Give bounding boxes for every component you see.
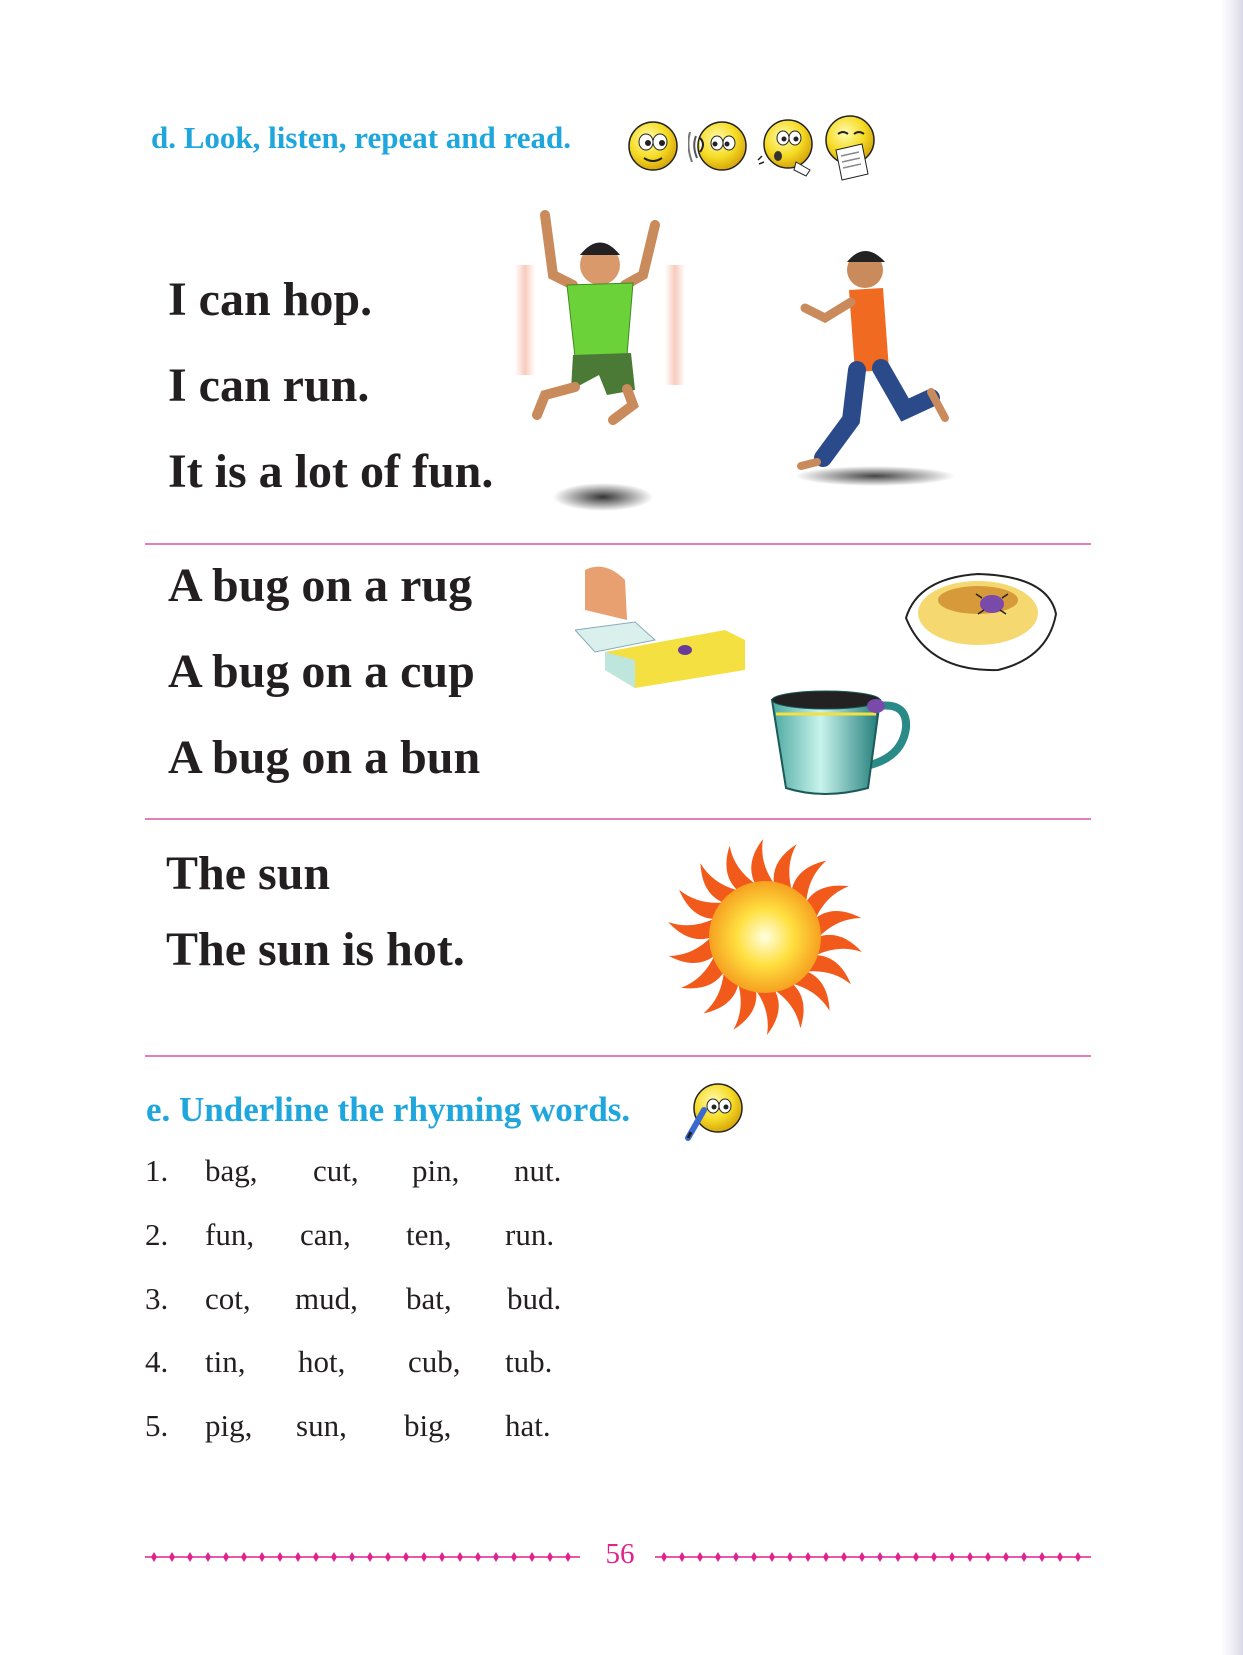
rhyme-word[interactable]: cub, — [408, 1344, 461, 1379]
running-boy-illustration — [795, 240, 985, 490]
divider-rule-1 — [145, 543, 1091, 545]
look-face-icon — [626, 118, 682, 174]
page-edge — [1221, 0, 1243, 1655]
verse1-line-2: I can run. — [168, 359, 370, 412]
section-d-heading: d. Look, listen, repeat and read. — [151, 120, 571, 155]
rhyme-item-number: 2. — [145, 1217, 169, 1252]
rhyme-word[interactable]: cut, — [313, 1153, 359, 1188]
rhyme-word[interactable]: tin, — [205, 1344, 246, 1379]
verse2-line-2: A bug on a cup — [168, 645, 475, 698]
footer-ornament-right — [655, 1549, 1091, 1565]
rhyme-item-number: 3. — [145, 1281, 169, 1316]
rhyme-word[interactable]: cot, — [205, 1281, 251, 1316]
read-face-icon — [822, 112, 880, 182]
jumping-boy-illustration — [515, 205, 715, 525]
bug-on-rug-illustration — [575, 560, 755, 690]
verse1-line-1: I can hop. — [168, 273, 373, 326]
verse3-line-2: The sun is hot. — [166, 923, 465, 976]
divider-rule-3 — [145, 1055, 1091, 1057]
section-e-heading: e. Underline the rhyming words. — [146, 1090, 631, 1129]
rhyme-word[interactable]: nut. — [514, 1153, 562, 1188]
rhyme-word[interactable]: hat. — [505, 1408, 551, 1443]
rhyme-word[interactable]: bud. — [507, 1281, 562, 1316]
rhyme-word[interactable]: pig, — [205, 1408, 253, 1443]
bug-on-cup-illustration — [768, 688, 918, 800]
footer-ornament-left — [145, 1549, 580, 1565]
rhyme-word[interactable]: bat, — [406, 1281, 452, 1316]
rhyme-word[interactable]: pin, — [412, 1153, 460, 1188]
write-face-icon — [684, 1080, 746, 1142]
rhyme-word[interactable]: sun, — [296, 1408, 347, 1443]
rhyme-item-number: 4. — [145, 1344, 169, 1379]
rhyme-item-number: 5. — [145, 1408, 169, 1443]
rhyme-word[interactable]: fun, — [205, 1217, 255, 1252]
rhyme-word[interactable]: mud, — [295, 1281, 358, 1316]
rhyme-word[interactable]: tub. — [505, 1344, 553, 1379]
verse3-line-1: The sun — [166, 847, 331, 900]
verse2-line-3: A bug on a bun — [168, 731, 481, 784]
bug-on-bun-illustration — [898, 568, 1063, 678]
rhyme-item-number: 1. — [145, 1153, 169, 1188]
page-number: 56 — [605, 1538, 635, 1570]
repeat-face-icon — [756, 116, 818, 180]
divider-rule-2 — [145, 818, 1091, 820]
rhyme-word[interactable]: bag, — [205, 1153, 258, 1188]
rhyme-word[interactable]: ten, — [406, 1217, 452, 1252]
rhyme-word[interactable]: can, — [300, 1217, 351, 1252]
verse1-line-3: It is a lot of fun. — [168, 445, 494, 498]
rhyme-word[interactable]: big, — [404, 1408, 452, 1443]
rhyme-word[interactable]: run. — [505, 1217, 555, 1252]
listen-face-icon — [688, 116, 750, 174]
sun-illustration — [660, 832, 870, 1042]
rhyme-word[interactable]: hot, — [298, 1344, 346, 1379]
verse2-line-1: A bug on a rug — [168, 559, 473, 612]
